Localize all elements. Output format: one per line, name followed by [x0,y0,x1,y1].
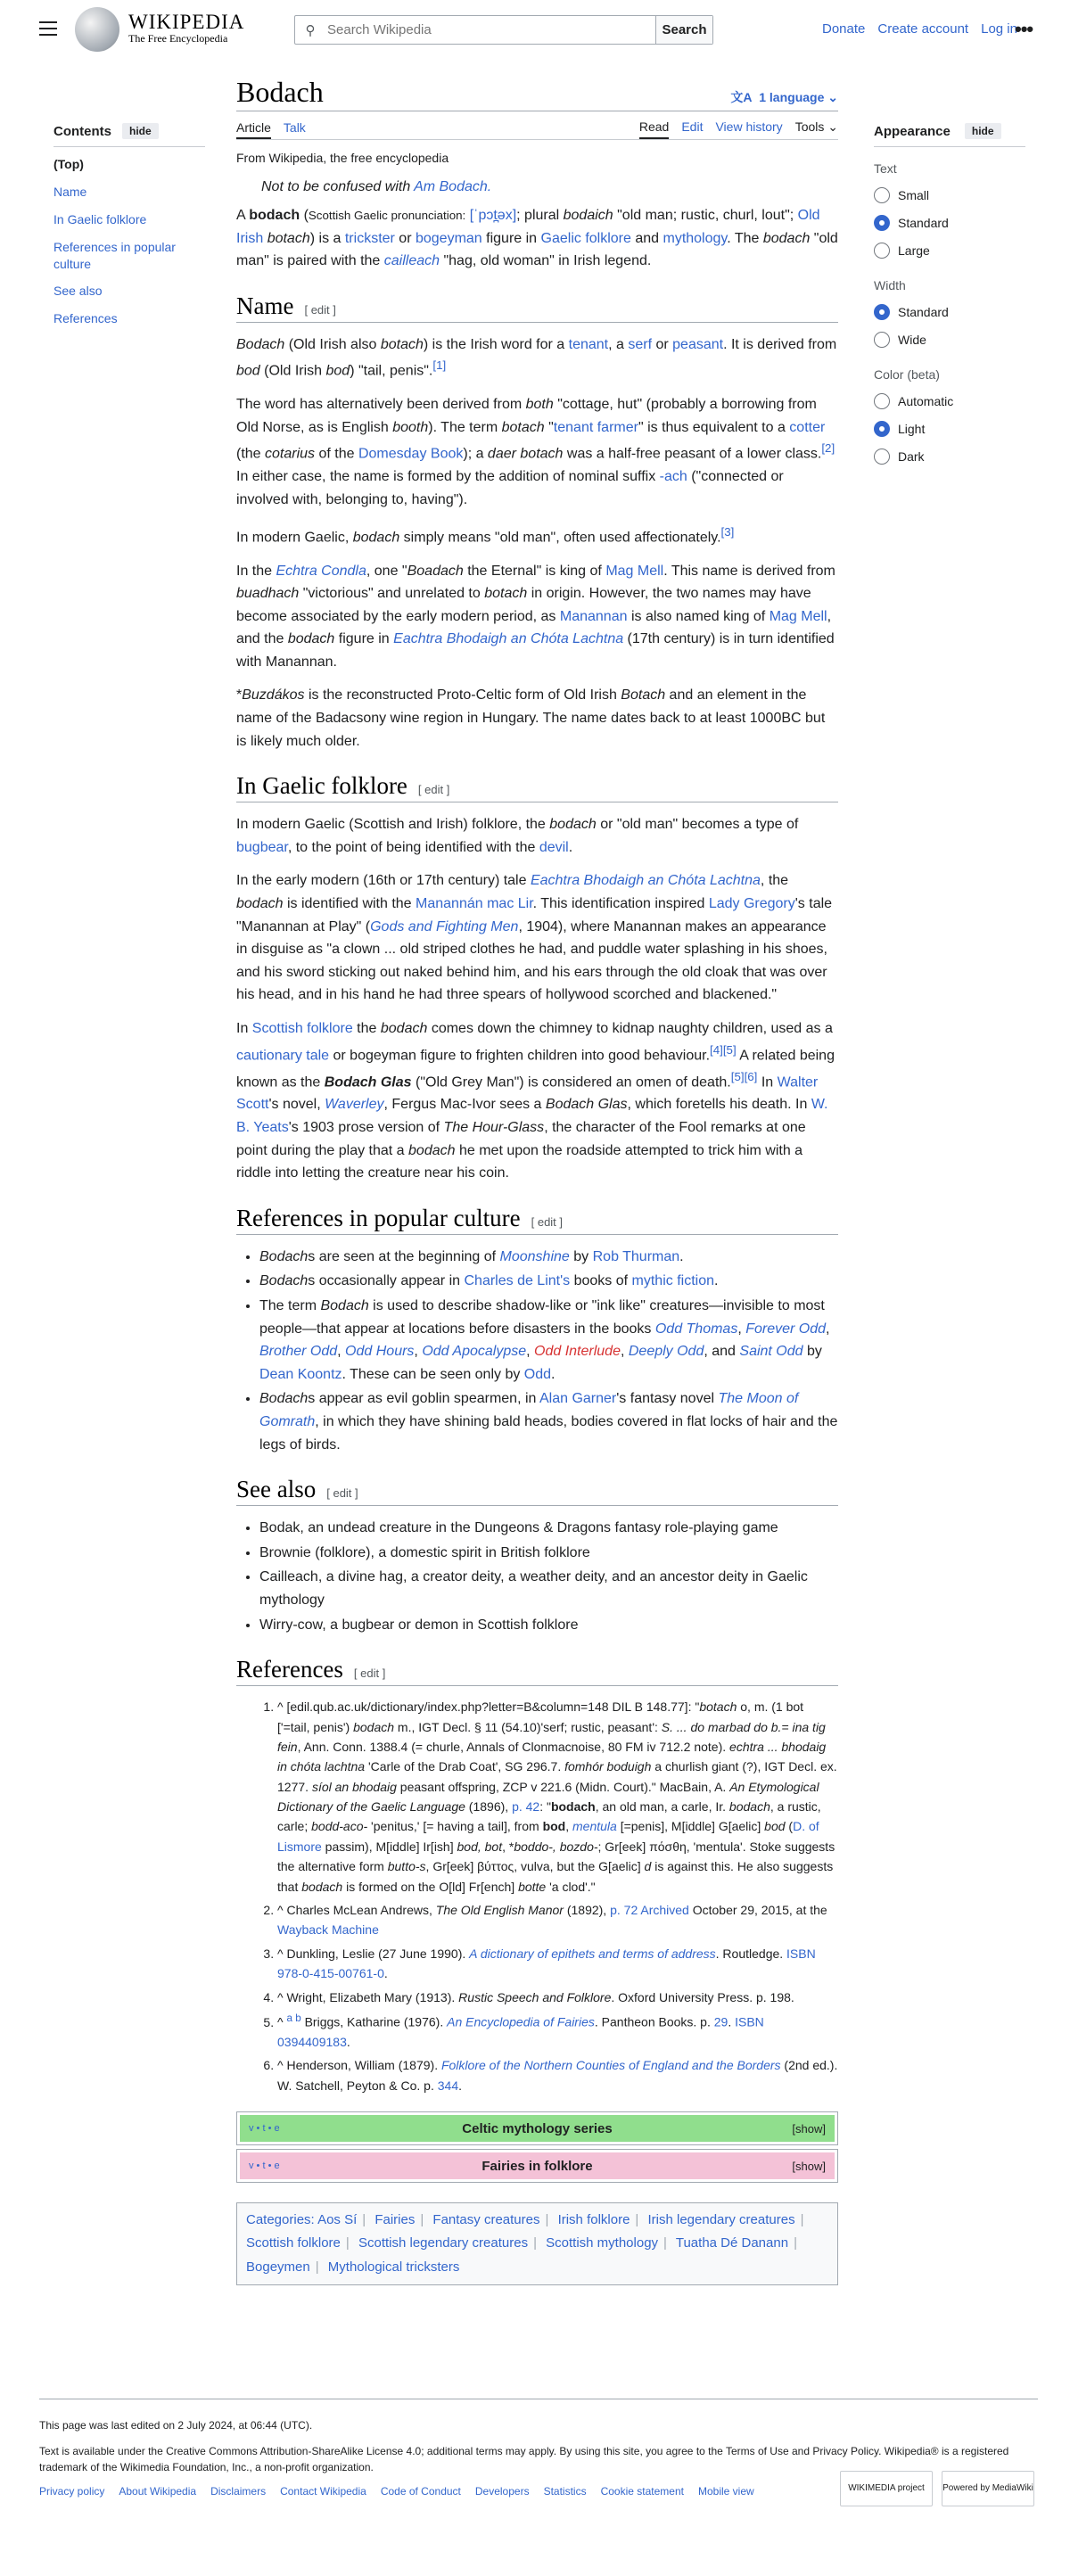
radio-selected-icon[interactable] [874,304,890,320]
references-list [236,1697,838,2095]
option-label: Standard [898,304,949,319]
radio-icon[interactable] [874,393,890,409]
navbox-row[interactable] [240,2152,835,2179]
page-title: Bodach [236,76,324,108]
page-footer [39,2399,1038,2498]
category-link[interactable]: Irish folklore [557,2212,630,2228]
lead-paragraph: A bodach (Scottish Gaelic pronunciation: [ˈpɔt̪əx]; plural bodaich "old man; rustic, churl, lout"; Old Irish botach) is a trickster or bogeyman figure in Gaelic folklore and mythology. The bodach "old man" is paired with the cailleach "hag, old woman" in Irish legend. [236,208,838,269]
category-link[interactable]: Scottish folklore [246,2235,341,2251]
mediawiki-badge[interactable]: Powered by MediaWiki [942,2471,1034,2506]
more-options-icon[interactable]: ••• [1015,18,1033,40]
toc-item-popular[interactable] [54,239,205,273]
wikimedia-badge[interactable]: WIKIMEDIA project [840,2471,933,2506]
search-input[interactable] [325,16,655,44]
tab-edit[interactable]: Edit [681,119,704,134]
section-title: In Gaelic folklore [236,772,407,800]
toc-link[interactable]: References in popular culture [54,239,176,271]
radio-selected-icon[interactable] [874,421,890,437]
paragraph: In modern Gaelic (Scottish and Irish) folklore, the bodach or "old man" becomes a type of bugbear, to the point of being identified with the devil. [236,817,799,855]
article-content [236,76,838,2285]
hatnote-link[interactable]: Am Bodach. [414,179,492,194]
title-row [236,76,838,111]
main-menu-icon[interactable] [39,21,57,36]
category-link[interactable]: Tuatha Dé Danann [675,2235,789,2251]
list-item: • The term Bodach is used to describe shadow-like or "ink like" creatures—invisible to most people—that appear at locations before disasters in the books Odd Thomas, Forever Odd, Brother Odd, Odd Hours, Odd Apocalypse, Odd Interlude, Deeply Odd, and Saint Odd by Dean Koontz. These can be seen only by Odd. [259,1295,838,1386]
list-item: • Bodachs are seen at the beginning of Moonshine by Rob Thurman. [259,1246,838,1269]
reference-item: 6. ^ Henderson, William (1879). Folklore of the Northern Counties of England and the Borders (2nd ed.). W. Satchell, Peyton & Co. p. 344. [277,2055,838,2095]
footer-link[interactable]: Mobile view [697,2484,754,2498]
section-edit-link[interactable]: [ edit ] [304,302,336,317]
width-wide-option[interactable] [874,325,1025,353]
option-label: Standard [898,215,949,230]
text-size-label: Text [874,161,897,176]
navbox-title[interactable]: Fairies in folklore [482,2158,593,2174]
navbox-title[interactable]: Celtic mythology series [462,2120,613,2136]
section-heading-name [236,292,838,323]
text-large-option[interactable] [874,236,1025,264]
paragraph: The word has alternatively been derived from both "cottage, hut" (probably a borrowing from Old Norse, as is English booth). The term botach "tenant farmer" is thus equivalent to a cotter (the cotarius of the Domesday Book); a daer botach was a half-free peasant of a lower class.[2] In either case, the name is formed by the addition of nominal suffix -ach ("connected or involved with, belonging to, having"). [236,397,835,507]
footer-link[interactable]: Developers [474,2484,530,2498]
text-small-option[interactable] [874,181,1025,209]
footer-link[interactable]: Code of Conduct [380,2484,461,2498]
footer-badges [840,2471,1034,2506]
appearance-header [874,123,1025,147]
toc-item-folklore[interactable] [54,211,205,228]
section-heading-references [236,1656,838,1686]
footer-link[interactable]: Contact Wikipedia [280,2484,366,2498]
option-label: Dark [898,449,925,464]
navbox-celtic [236,2111,838,2145]
category-link[interactable]: Fantasy creatures [432,2212,540,2228]
category-link[interactable]: Scottish legendary creatures [358,2235,529,2251]
navbox-show-button[interactable]: [show] [792,2159,826,2173]
section-edit-link[interactable]: [ edit ] [326,1486,358,1501]
create-account-link[interactable]: Create account [877,21,969,37]
footer-link[interactable]: Disclaimers [210,2484,267,2498]
option-label: Light [898,421,926,436]
search-button[interactable]: Search [655,16,712,44]
license-text: Text is available under the Creative Commons Attribution-ShareAlike License 4.0; additional terms may apply. By using this site, you agree to the Terms of Use and Privacy Policy. Wikipedia® is a registered trademark of the Wikimedia Foundation, Inc., a non-profit organization. [39,2444,1009,2474]
category-link[interactable]: Aos Sí [317,2212,358,2228]
reference-item: 1. ^ [edil.qub.ac.uk/dictionary/index.php?letter=B&column=148 DIL B 148.77]: "botach o, m. (1 bot ['=tail, penis') bodach m., IGT Decl. § 11 (54.10)'serf; rustic, peasant': S. ... do marbad do b.= ina tig fein, Ann. Conn. 1388.4 (= churle, Annals of Clonmacnoise, 80 FM iv 712.2 note). echtra ... bhodaig in chóta lachtna 'Carle of the Drab Coat', SG 296.7. fomhór boduigh a churlish giant (?), IGT Decl. ex. 1277. síol an bhodaig peasant offspring, ZCP v 221.6 (Midn. Court)." MacBain, A. An Etymological Dictionary of the Gaelic Language (1896), p. 42: "bodach, an old man, a carle, Ir. bodach, a rustic, carle; bodd-aco- 'penitus,' [= having a tail], from bod, mentula [=penis], M[iddle] G[aelic] bod (D. of Lismore passim), M[iddle] Ir[ish] bod, bot, *boddo-, bozdo-; Gr[eek] πόσθη, 'mentula'. Stoke suggests the alternative form butto-s, Gr[eek] βύττος, vulva, but the G[aelic] d is against this. He also suggests that bodach is formed on the O[ld] Fr[ench] botte 'a clod'." [277,1697,838,1897]
footer-link[interactable]: About Wikipedia [119,2484,197,2498]
text-standard-option[interactable] [874,209,1025,236]
toc-link[interactable]: See also [54,284,103,299]
section-edit-link[interactable]: [ edit ] [417,783,450,797]
option-label: Wide [898,332,926,347]
log-in-link[interactable]: Log in [981,21,1017,37]
tab-tools[interactable]: Tools ⌄ [795,119,838,139]
section-heading-see-also [236,1476,838,1506]
paragraph: In the Echtra Condla, one "Boadach the Eternal" is king of Mag Mell. This name is derived from buadhach "victorious" and unrelated to botach in origin. However, the two names may have become associated by the early modern period, as Manannan is also named king of Mag Mell, and the bodach figure in Eachtra Bhodaigh an Chóta Lachtna (17th century) is in turn identified with Manannan. [236,563,835,670]
hatnote-text: Not to be confused with [261,179,415,194]
paragraph: In modern Gaelic, bodach simply means "old man", often used affectionately.[3] [236,524,735,545]
toc-hide-button[interactable]: hide [122,123,159,139]
list-item: • Bodachs occasionally appear in Charles de Lint's books of mythic fiction. [259,1270,838,1293]
search-box [294,15,713,45]
section-heading-popular [236,1205,838,1235]
radio-icon[interactable] [874,332,890,348]
categories-box: Categories: Aos Sí | Fairies | Fantasy creatures | Irish folklore | Irish legendary creatures | Scottish folklore | Scottish legendary creatures | Scottish mythology | Tuatha Dé Danann | Bogeymen | Mythological tricksters [236,2202,838,2285]
vte-links[interactable]: v • t • e [249,2123,280,2135]
reference-item: 2. ^ Charles McLean Andrews, The Old English Manor (1892), p. 72 Archived October 29, 2015, at the Wayback Machine [277,1900,838,1940]
color-dark-option[interactable] [874,442,1025,470]
toc-item-references[interactable] [54,310,205,327]
paragraph: *Buzdákos is the reconstructed Proto-Celtic form of Old Irish Botach and an element in the name of the Badacsony wine region in Hungary. The name dates back to at least 1000BC but is likely much older. [236,687,826,749]
tab-history[interactable]: View history [715,119,783,134]
list-item: • Bodachs appear as evil goblin spearmen, in Alan Garner's fantasy novel The Moon of Gomrath, in which they have shining bald heads, bodies covered in flat locks of hair and the legs of birds. [259,1387,838,1456]
list-item[interactable]: • Cailleach, a divine hag, a creator deity, a weather deity, and an ancestor deity in Gaelic mythology [259,1566,838,1611]
radio-icon[interactable] [874,187,890,203]
wikipedia-globe-logo[interactable] [75,7,119,52]
section-edit-link[interactable]: [ edit ] [531,1214,564,1229]
see-also-list [236,1517,838,1636]
option-label: Large [898,243,930,258]
paragraph: In the early modern (16th or 17th century) tale Eachtra Bhodaigh an Chóta Lachtna, the bodach is identified with the Manannán mac Lir. This identification inspired Lady Gregory's tale "Manannan at Play" (Gods and Fighting Men, 1904), where Manannan makes an appearance in disguise as "a clown ... old striped clothes he had, and puddle water splashing in his shoes, and his sword sticking out naked behind him, and his ears through the old cloak that was over his head, and in his hand he had three spears of hollywood scorched and blackened." [236,873,833,1003]
tagline: From Wikipedia, the free encyclopedia [236,151,449,165]
vte-links[interactable]: v • t • e [249,2160,280,2172]
toc-item-name[interactable] [54,184,205,201]
hatnote [236,179,838,195]
popular-culture-list [236,1246,838,1456]
footer-link[interactable]: Cookie statement [600,2484,684,2498]
toc-link[interactable]: Name [54,184,87,199]
tab-talk[interactable]: Talk [283,120,306,135]
color-light-option[interactable] [874,415,1025,442]
navbox-row[interactable] [240,2115,835,2142]
toc-item-see-also[interactable] [54,283,205,300]
footer-link[interactable]: Statistics [543,2484,587,2498]
section-edit-link[interactable]: [ edit ] [353,1667,386,1681]
language-button[interactable]: 文A 1 language ⌄ [730,90,838,104]
width-standard-option[interactable] [874,298,1025,325]
radio-selected-icon[interactable] [874,215,890,231]
toc-link[interactable]: References [54,311,118,326]
section-title: See also [236,1476,317,1503]
paragraph: Bodach (Old Irish also botach) is the Irish word for a tenant, a serf or peasant. It is derived from bod (Old Irish bod) "tail, penis".[1] [236,336,837,379]
option-label: Automatic [898,393,954,408]
toc-link[interactable]: In Gaelic folklore [54,211,147,226]
toc-item-top[interactable]: (Top) [54,157,84,171]
tab-article[interactable]: Article [236,120,271,139]
section-title: References in popular culture [236,1204,521,1231]
list-item[interactable]: • Brownie (folklore), a domestic spirit in British folklore [259,1542,838,1565]
page-tabs [236,111,838,140]
color-label: Color (beta) [874,367,940,382]
wikipedia-wordmark[interactable] [128,11,244,45]
section-heading-folklore [236,772,838,802]
toc-header [54,123,205,147]
appearance-hide-button[interactable]: hide [965,123,1001,139]
table-of-contents [54,123,205,338]
navbox-fairies [236,2149,838,2183]
footer-link[interactable]: Privacy policy [39,2484,105,2498]
categories-label[interactable]: Categories: [246,2212,315,2228]
category-link[interactable]: Scottish mythology [546,2235,659,2251]
wordmark-tagline: The Free Encyclopedia [128,32,228,45]
list-item[interactable]: • Wirry-cow, a bugbear or demon in Scottish folklore [259,1614,838,1637]
category-link[interactable]: Mythological tricksters [327,2259,460,2275]
toc-heading: Contents [54,123,111,139]
section-title: Name [236,292,294,319]
appearance-panel [874,123,1025,470]
option-label: Small [898,187,930,202]
width-label: Width [874,278,906,292]
tab-read[interactable]: Read [639,119,669,139]
list-item[interactable]: • Bodak, an undead creature in the Dungeons & Dragons fantasy role-playing game [259,1517,838,1540]
language-count: 1 language [759,90,825,104]
category-link[interactable]: Bogeymen [246,2259,310,2275]
last-edited: This page was last edited on 2 July 2024, at 06:44 (UTC). [39,2419,313,2432]
appearance-heading: Appearance [874,123,951,139]
category-link[interactable]: Fairies [374,2212,416,2228]
category-link[interactable]: Irish legendary creatures [647,2212,795,2228]
wordmark-title: WIKIPEDIA [128,11,245,33]
paragraph: In Scottish folklore the bodach comes down the chimney to kidnap naughty children, used as a cautionary tale or bogeyman figure to frighten children into good behaviour.[4][5] A related being known as the Bodach Glas ("Old Grey Man") is considered an omen of death.[5][6] In Walter Scott's novel, Waverley, Fergus Mac-Ivor sees a Bodach Glas, which foretells his death. In W. B. Yeats's 1903 prose version of The Hour-Glass, the character of the Fool remarks at one point during the play that a bodach he met upon the roadside attempted to trick him with a riddle into letting the creature near his coin. [236,1021,835,1181]
donate-link[interactable]: Donate [822,21,866,37]
personal-tools [822,21,1017,37]
tools-label: Tools [794,119,825,134]
radio-icon[interactable] [874,449,890,465]
reference-item: 5. ^ $^{a b}$ Briggs, Katharine (1976). An Encyclopedia of Fairies. Pantheon Books. p. 29. ISBN 0394409183. [277,2011,838,2052]
color-automatic-option[interactable] [874,387,1025,415]
reference-item: 3. ^ Dunkling, Leslie (27 June 1990). A dictionary of epithets and terms of address. Routledge. ISBN 978-0-415-00761-0. [277,1944,838,1984]
section-title: References [236,1656,343,1683]
reference-item: 4. ^ Wright, Elizabeth Mary (1913). Rustic Speech and Folklore. Oxford University Press. p. 198. [277,1988,838,2007]
navbox-show-button[interactable]: [show] [792,2121,826,2136]
search-icon: ⚲ [305,22,316,38]
radio-icon[interactable] [874,243,890,259]
